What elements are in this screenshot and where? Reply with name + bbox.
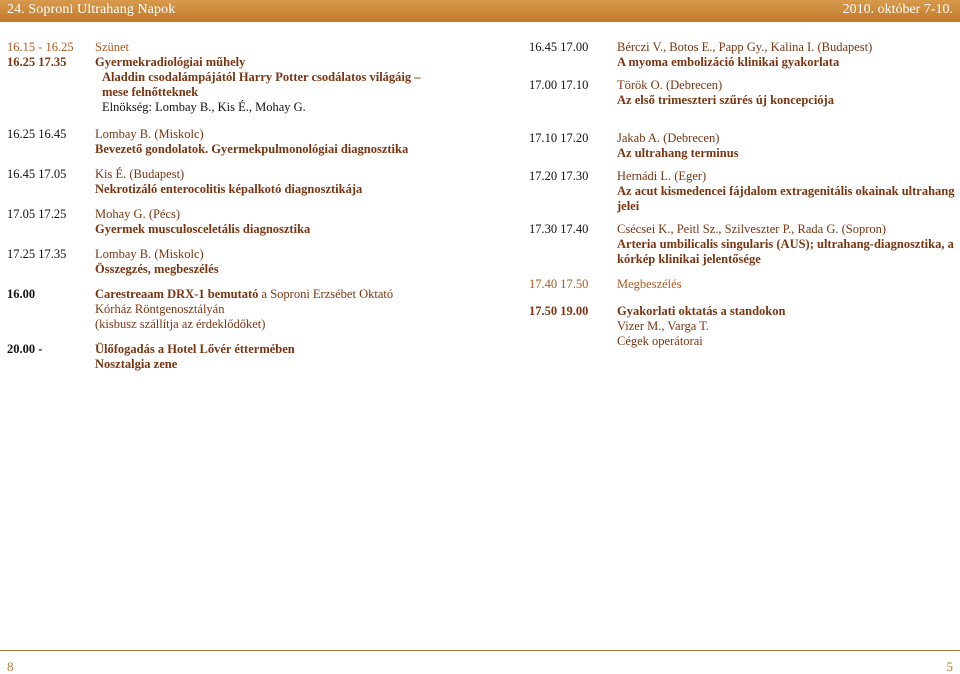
program-entry: [7, 247, 477, 277]
talk-title-cont: jelei: [617, 199, 640, 213]
entry-time: 17.20 17.30: [529, 169, 589, 183]
entry-text: Megbeszélés: [617, 277, 682, 291]
talk-title: Arteria umbilicalis singularis (AUS); ultrahang-diagnosztika, a: [617, 237, 954, 251]
entry-time: 20.00 -: [7, 342, 43, 356]
event-title: Carestreaam DRX-1 bemutató: [95, 287, 259, 301]
program-entry: [529, 78, 959, 108]
talk-title: Nekrotizáló enterocolitis képalkotó diagnosztikája: [95, 182, 363, 196]
event-line: [95, 287, 477, 302]
entry-time: 16.45 17.00: [529, 40, 589, 54]
event-subtitle: Nosztalgia zene: [95, 357, 178, 371]
speaker: Lombay B. (Miskolc): [95, 127, 204, 141]
entry-time: 17.40 17.50: [529, 277, 589, 291]
speaker: Mohay G. (Pécs): [95, 207, 181, 221]
session-chairs: Elnökség: Lombay B., Kis É., Mohay G.: [102, 100, 306, 114]
entry-time: 17.30 17.40: [529, 222, 589, 236]
speaker: Hernádi L. (Eger): [617, 169, 707, 183]
entry-time: 16.25 16.45: [7, 127, 67, 141]
talk-title: Összegzés, megbeszélés: [95, 262, 219, 276]
talk-title: Az első trimeszteri szűrés új koncepciója: [617, 93, 834, 107]
program-entry: [529, 222, 959, 267]
instructors: Cégek operátorai: [617, 334, 703, 348]
event-title: Ülőfogadás a Hotel Lővér éttermében: [95, 342, 295, 356]
conference-title: 24. Soproni Ultrahang Napok: [7, 2, 176, 17]
speaker: Török O. (Debrecen): [617, 78, 723, 92]
entry-text: Szünet: [95, 40, 130, 54]
session-subtitle: Aladdin csodalámpájától Harry Potter csodálatos világáig –: [102, 70, 421, 84]
program-entry: [529, 277, 959, 292]
program-entry: [529, 169, 959, 214]
page-header: [0, 0, 960, 22]
event-location-cont: Kórház Röntgenosztályán: [95, 302, 225, 316]
entry-time: 17.05 17.25: [7, 207, 67, 221]
session-title: Gyakorlati oktatás a standokon: [617, 304, 786, 318]
session-subtitle: mese felnőtteknek: [102, 85, 199, 99]
entry-time: 16.25 17.35: [7, 55, 67, 69]
speaker: Jakab A. (Debrecen): [617, 131, 720, 145]
talk-title: Az acut kismedencei fájdalom extragenitális okainak ultrahang: [617, 184, 955, 198]
program-entry: [7, 342, 477, 372]
program-entry: [7, 287, 477, 332]
program-entry: [529, 304, 959, 349]
program-entry: [7, 127, 477, 157]
program-entry: [529, 40, 959, 70]
talk-title: Gyermek musculosceletális diagnosztika: [95, 222, 311, 236]
event-location: a Soproni Erzsébet Oktató: [258, 287, 394, 301]
speaker: Csécsei K., Peitl Sz., Szilveszter P., Rada G. (Sopron): [617, 222, 887, 236]
right-column: [529, 40, 959, 349]
conference-date: 2010. október 7-10.: [842, 2, 953, 17]
session-title: Gyermekradiológiai műhely: [95, 55, 246, 69]
talk-title: Bevezető gondolatok. Gyermekpulmonológiai diagnosztika: [95, 142, 409, 156]
page-number-left: 8: [7, 659, 14, 674]
program-entry: [529, 131, 959, 161]
entry-time: 16.15 - 16.25: [7, 40, 74, 54]
program-entry: [7, 167, 477, 197]
program-entry: [7, 55, 477, 115]
event-note: (kisbusz szállítja az érdeklődőket): [95, 317, 266, 331]
instructors: Vizer M., Varga T.: [617, 319, 710, 333]
speaker: Kis É. (Budapest): [95, 167, 185, 181]
program-entry: [7, 40, 477, 55]
left-column: [7, 40, 477, 372]
entry-time: 17.50 19.00: [529, 304, 589, 318]
entry-time: 16.00: [7, 287, 36, 301]
entry-time: 17.25 17.35: [7, 247, 67, 261]
page-footer: [0, 651, 960, 674]
speaker: Bérczi V., Botos E., Papp Gy., Kalina I. (Budapest): [617, 40, 873, 54]
talk-title: A myoma embolizáció klinikai gyakorlata: [617, 55, 840, 69]
talk-title-cont: kórkép klinikai jelentősége: [617, 252, 761, 266]
speaker: Lombay B. (Miskolc): [95, 247, 204, 261]
page-number-right: 5: [946, 659, 953, 674]
entry-time: 16.45 17.05: [7, 167, 67, 181]
program-entry: [7, 207, 477, 237]
entry-time: 17.10 17.20: [529, 131, 589, 145]
entry-time: 17.00 17.10: [529, 78, 589, 92]
talk-title: Az ultrahang terminus: [617, 146, 739, 160]
